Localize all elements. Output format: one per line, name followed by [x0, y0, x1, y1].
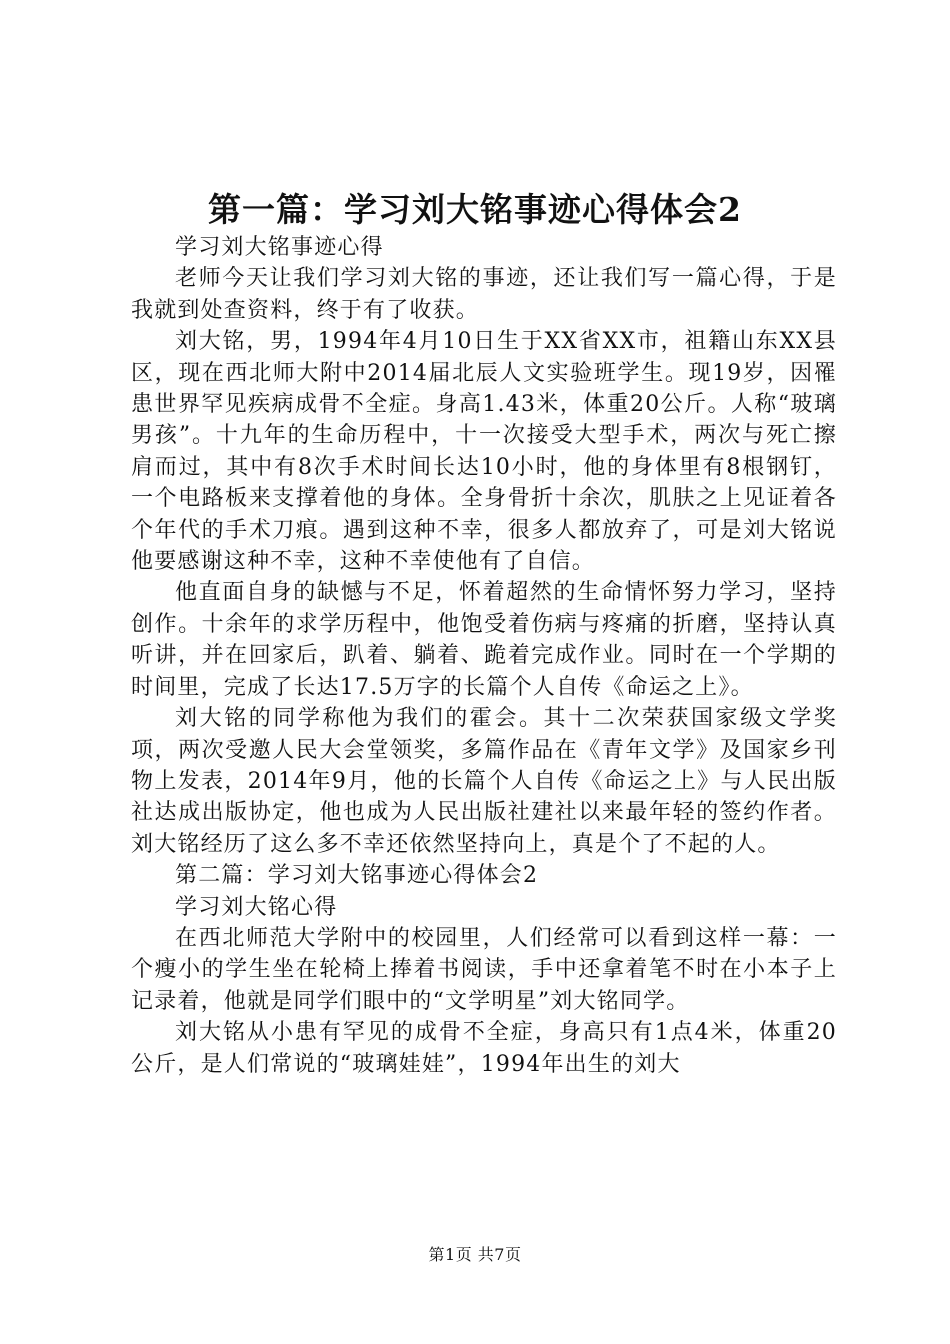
paragraph: 他直面自身的缺憾与不足，怀着超然的生命情怀努力学习，坚持创作。十余年的求学历程中，他饱受着伤病与疼痛的折磨，坚持认真听讲，并在回家后，趴着、躺着、跪着完成作业。同时在一个学期的时间里，完成了长达17.5万字的长篇个人自传《命运之上》。: [131, 580, 837, 700]
document-title: 第一篇：学习刘大铭事迹心得体会2: [208, 190, 742, 229]
paragraph: 刘大铭的同学称他为我们的霍会。其十二次荣获国家级文学奖项，两次受邀人民大会堂领奖，多篇作品在《青年文学》及国家乡刊物上发表，2014年9月，他的长篇个人自传《命运之上》与人民出版社达成出版协定，他也成为人民出版社建社以来最年轻的签约作者。刘大铭经历了这么多不幸还依然坚持向上，真是个了不起的人。: [131, 706, 837, 857]
paragraph: 学习刘大铭事迹心得: [175, 235, 384, 260]
page-footer: 第1页 共7页: [428, 1245, 522, 1264]
paragraph: 刘大铭，男，1994年4月10日生于XX省XX市，祖籍山东XX县区，现在西北师大附中2014届北辰人文实验班学生。现19岁，因罹患世界罕见疾病成骨不全症。身高1.43米，体重20公斤。人称“玻璃男孩”。十九年的生命历程中，十一次接受大型手术，两次与死亡擦肩而过，其中有8次手术时间长达10小时，他的身体里有8根钢钉，一个电路板来支撑着他的身体。全身骨折十余次，肌肤之上见证着各个年代的手术刀痕。遇到这种不幸，很多人都放弃了，可是刘大铭说他要感谢这种不幸，这种不幸使他有了自信。: [131, 329, 837, 575]
paragraph: 学习刘大铭心得: [175, 894, 338, 920]
document-body: [131, 232, 837, 1080]
section-heading: 第二篇：学习刘大铭事迹心得体会2: [175, 863, 539, 889]
paragraph: 刘大铭从小患有罕见的成骨不全症，身高只有1点4米，体重20公斤，是人们常说的“玻璃娃娃”，1994年出生的刘大: [131, 1020, 837, 1077]
paragraph: 在西北师范大学附中的校园里，人们经常可以看到这样一幕：一个瘦小的学生坐在轮椅上捧着书阅读，手中还拿着笔不时在小本子上记录着，他就是同学们眼中的“文学明星”刘大铭同学。: [131, 925, 837, 1014]
paragraph: 老师今天让我们学习刘大铭的事迹，还让我们写一篇心得，于是我就到处查资料，终于有了收获。: [131, 266, 837, 323]
